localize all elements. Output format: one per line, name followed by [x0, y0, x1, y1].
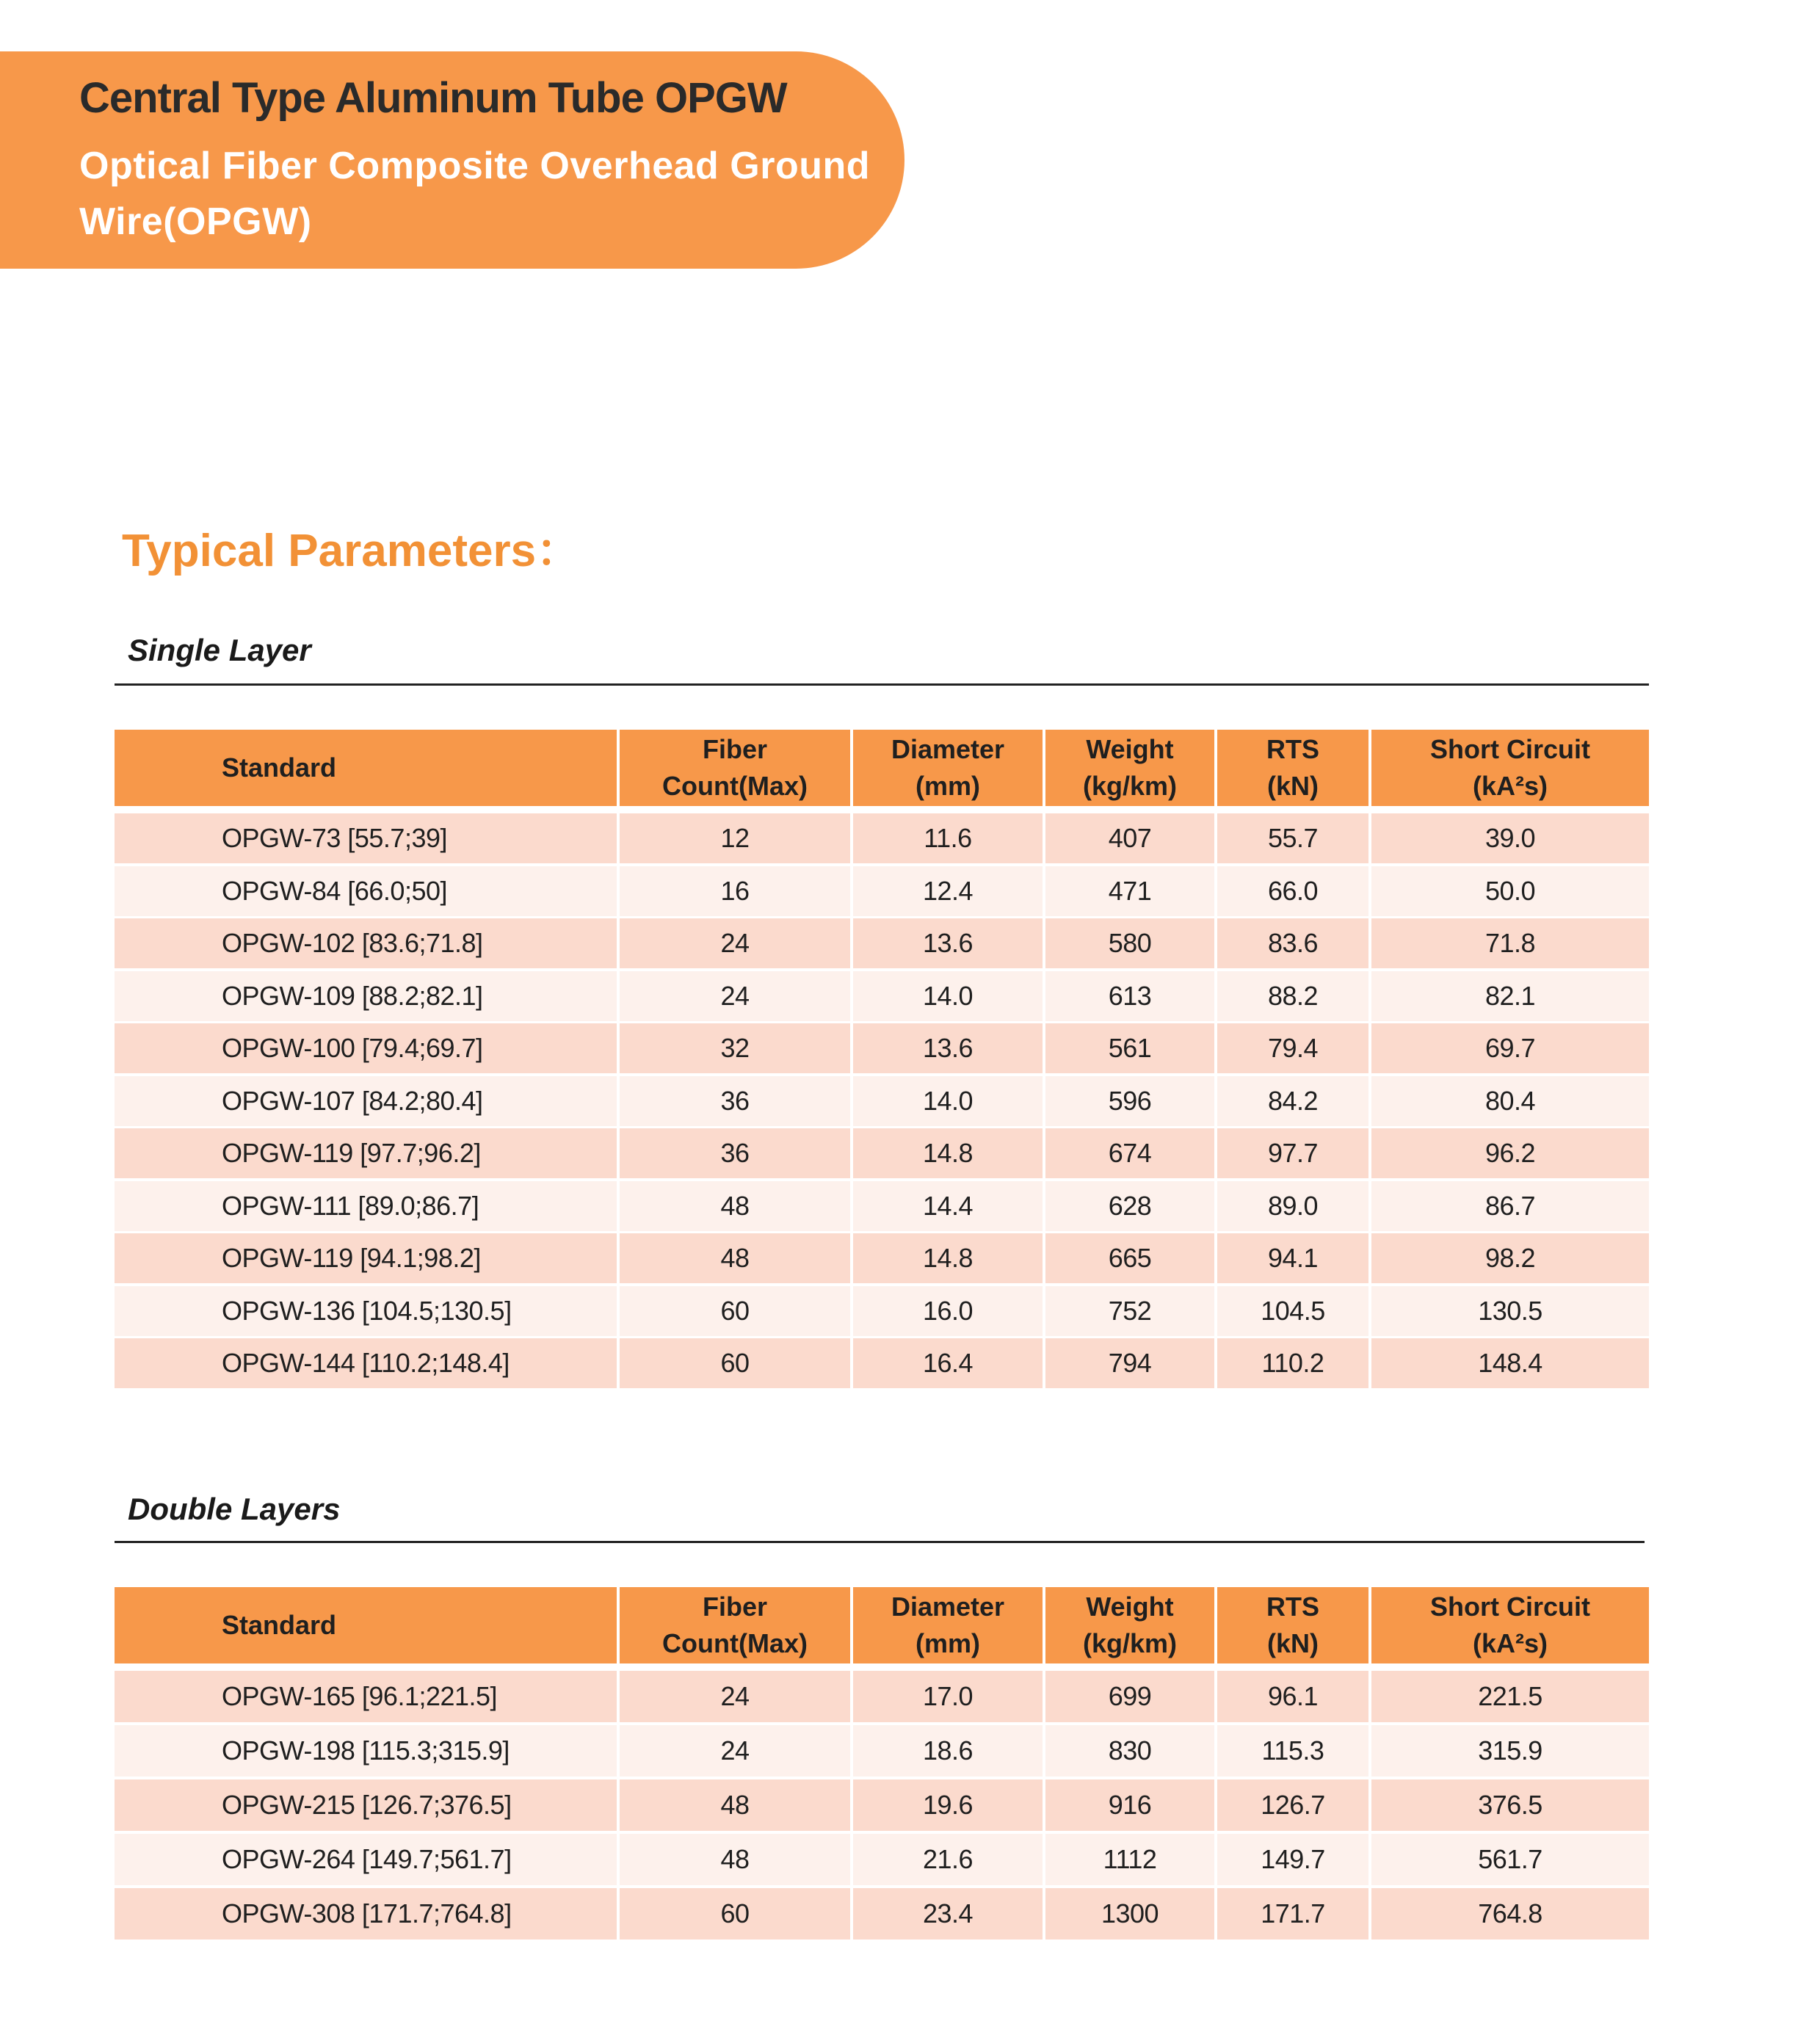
cell-rts: 96.1: [1217, 1671, 1368, 1722]
cell-standard: OPGW-111 [89.0;86.7]: [115, 1181, 617, 1231]
cell-standard: OPGW-100 [79.4;69.7]: [115, 1023, 617, 1073]
column-header-diameter: Diameter (mm): [853, 730, 1043, 806]
page-subtitle: Optical Fiber Composite Overhead Ground Wire(OPGW): [79, 145, 870, 243]
cell-standard: OPGW-215 [126.7;376.5]: [115, 1779, 617, 1831]
cell-fiber-count: 12: [620, 813, 850, 863]
cell-short-circuit: 148.4: [1371, 1338, 1649, 1388]
cell-short-circuit: 71.8: [1371, 918, 1649, 968]
column-header-short-circuit: Short Circuit (kA²s): [1371, 730, 1649, 806]
cell-rts: 115.3: [1217, 1725, 1368, 1777]
cell-standard: OPGW-102 [83.6;71.8]: [115, 918, 617, 968]
cell-standard: OPGW-84 [66.0;50]: [115, 866, 617, 916]
cell-rts: 97.7: [1217, 1128, 1368, 1178]
cell-rts: 110.2: [1217, 1338, 1368, 1388]
cell-short-circuit: 130.5: [1371, 1286, 1649, 1336]
cell-fiber-count: 60: [620, 1338, 850, 1388]
cell-standard: OPGW-198 [115.3;315.9]: [115, 1725, 617, 1777]
cell-fiber-count: 36: [620, 1076, 850, 1126]
column-header-fiber-count: Fiber Count(Max): [620, 730, 850, 806]
cell-short-circuit: 82.1: [1371, 971, 1649, 1021]
cell-diameter: 14.8: [853, 1128, 1043, 1178]
cell-rts: 171.7: [1217, 1888, 1368, 1940]
cell-diameter: 18.6: [853, 1725, 1043, 1777]
cell-short-circuit: 98.2: [1371, 1233, 1649, 1283]
cell-rts: 126.7: [1217, 1779, 1368, 1831]
cell-rts: 88.2: [1217, 971, 1368, 1021]
cell-rts: 94.1: [1217, 1233, 1368, 1283]
cell-short-circuit: 561.7: [1371, 1834, 1649, 1885]
cell-weight: 916: [1045, 1779, 1214, 1831]
cell-short-circuit: 39.0: [1371, 813, 1649, 863]
cell-short-circuit: 96.2: [1371, 1128, 1649, 1178]
cell-weight: 613: [1045, 971, 1214, 1021]
column-header-fiber-count: Fiber Count(Max): [620, 1587, 850, 1663]
cell-standard: OPGW-144 [110.2;148.4]: [115, 1338, 617, 1388]
cell-weight: 628: [1045, 1181, 1214, 1231]
cell-diameter: 21.6: [853, 1834, 1043, 1885]
cell-fiber-count: 24: [620, 1671, 850, 1722]
cell-fiber-count: 16: [620, 866, 850, 916]
cell-fiber-count: 24: [620, 918, 850, 968]
cell-standard: OPGW-119 [94.1;98.2]: [115, 1233, 617, 1283]
double-layers-heading: Double Layers: [128, 1492, 341, 1526]
cell-weight: 561: [1045, 1023, 1214, 1073]
cell-diameter: 12.4: [853, 866, 1043, 916]
cell-short-circuit: 80.4: [1371, 1076, 1649, 1126]
cell-weight: 794: [1045, 1338, 1214, 1388]
cell-standard: OPGW-136 [104.5;130.5]: [115, 1286, 617, 1336]
cell-short-circuit: 86.7: [1371, 1181, 1649, 1231]
cell-diameter: 11.6: [853, 813, 1043, 863]
cell-fiber-count: 36: [620, 1128, 850, 1178]
cell-rts: 79.4: [1217, 1023, 1368, 1073]
cell-weight: 471: [1045, 866, 1214, 916]
cell-standard: OPGW-107 [84.2;80.4]: [115, 1076, 617, 1126]
divider: [115, 1541, 1645, 1543]
double-layers-table: [115, 1587, 1649, 1942]
cell-weight: 1300: [1045, 1888, 1214, 1940]
cell-diameter: 23.4: [853, 1888, 1043, 1940]
cell-diameter: 17.0: [853, 1671, 1043, 1722]
cell-fiber-count: 48: [620, 1834, 850, 1885]
cell-weight: 580: [1045, 918, 1214, 968]
cell-standard: OPGW-165 [96.1;221.5]: [115, 1671, 617, 1722]
cell-short-circuit: 50.0: [1371, 866, 1649, 916]
title-banner: [0, 51, 904, 269]
cell-weight: 830: [1045, 1725, 1214, 1777]
cell-fiber-count: 60: [620, 1286, 850, 1336]
cell-rts: 89.0: [1217, 1181, 1368, 1231]
column-header-rts: RTS (kN): [1217, 1587, 1368, 1663]
cell-fiber-count: 24: [620, 971, 850, 1021]
cell-diameter: 13.6: [853, 918, 1043, 968]
table-header: [115, 1587, 1649, 1663]
column-header-standard: Standard: [115, 1587, 617, 1663]
cell-fiber-count: 32: [620, 1023, 850, 1073]
cell-rts: 55.7: [1217, 813, 1368, 863]
cell-fiber-count: 60: [620, 1888, 850, 1940]
table-header: [115, 730, 1649, 806]
cell-short-circuit: 221.5: [1371, 1671, 1649, 1722]
cell-rts: 149.7: [1217, 1834, 1368, 1885]
cell-weight: 407: [1045, 813, 1214, 863]
column-header-standard: Standard: [115, 730, 617, 806]
cell-standard: OPGW-73 [55.7;39]: [115, 813, 617, 863]
cell-weight: 596: [1045, 1076, 1214, 1126]
cell-diameter: 13.6: [853, 1023, 1043, 1073]
divider: [115, 683, 1649, 686]
cell-diameter: 14.8: [853, 1233, 1043, 1283]
cell-diameter: 14.0: [853, 1076, 1043, 1126]
cell-standard: OPGW-264 [149.7;561.7]: [115, 1834, 617, 1885]
single-layer-heading: Single Layer: [128, 633, 311, 667]
column-header-short-circuit: Short Circuit (kA²s): [1371, 1587, 1649, 1663]
cell-short-circuit: 764.8: [1371, 1888, 1649, 1940]
cell-diameter: 19.6: [853, 1779, 1043, 1831]
cell-fiber-count: 48: [620, 1779, 850, 1831]
cell-rts: 83.6: [1217, 918, 1368, 968]
cell-diameter: 14.0: [853, 971, 1043, 1021]
cell-short-circuit: 376.5: [1371, 1779, 1649, 1831]
column-header-weight: Weight (kg/km): [1045, 730, 1214, 806]
cell-diameter: 14.4: [853, 1181, 1043, 1231]
column-header-rts: RTS (kN): [1217, 730, 1368, 806]
cell-weight: 1112: [1045, 1834, 1214, 1885]
cell-rts: 66.0: [1217, 866, 1368, 916]
cell-short-circuit: 315.9: [1371, 1725, 1649, 1777]
cell-fiber-count: 24: [620, 1725, 850, 1777]
cell-short-circuit: 69.7: [1371, 1023, 1649, 1073]
cell-weight: 665: [1045, 1233, 1214, 1283]
single-layer-table: [115, 730, 1649, 1391]
cell-fiber-count: 48: [620, 1181, 850, 1231]
cell-standard: OPGW-109 [88.2;82.1]: [115, 971, 617, 1021]
cell-weight: 752: [1045, 1286, 1214, 1336]
cell-diameter: 16.4: [853, 1338, 1043, 1388]
page-title: Central Type Aluminum Tube OPGW: [79, 74, 787, 122]
column-header-weight: Weight (kg/km): [1045, 1587, 1214, 1663]
cell-standard: OPGW-119 [97.7;96.2]: [115, 1128, 617, 1178]
cell-standard: OPGW-308 [171.7;764.8]: [115, 1888, 617, 1940]
cell-weight: 674: [1045, 1128, 1214, 1178]
section-title: Typical Parameters：: [122, 526, 582, 576]
column-header-diameter: Diameter (mm): [853, 1587, 1043, 1663]
cell-weight: 699: [1045, 1671, 1214, 1722]
cell-fiber-count: 48: [620, 1233, 850, 1283]
cell-diameter: 16.0: [853, 1286, 1043, 1336]
cell-rts: 104.5: [1217, 1286, 1368, 1336]
cell-rts: 84.2: [1217, 1076, 1368, 1126]
